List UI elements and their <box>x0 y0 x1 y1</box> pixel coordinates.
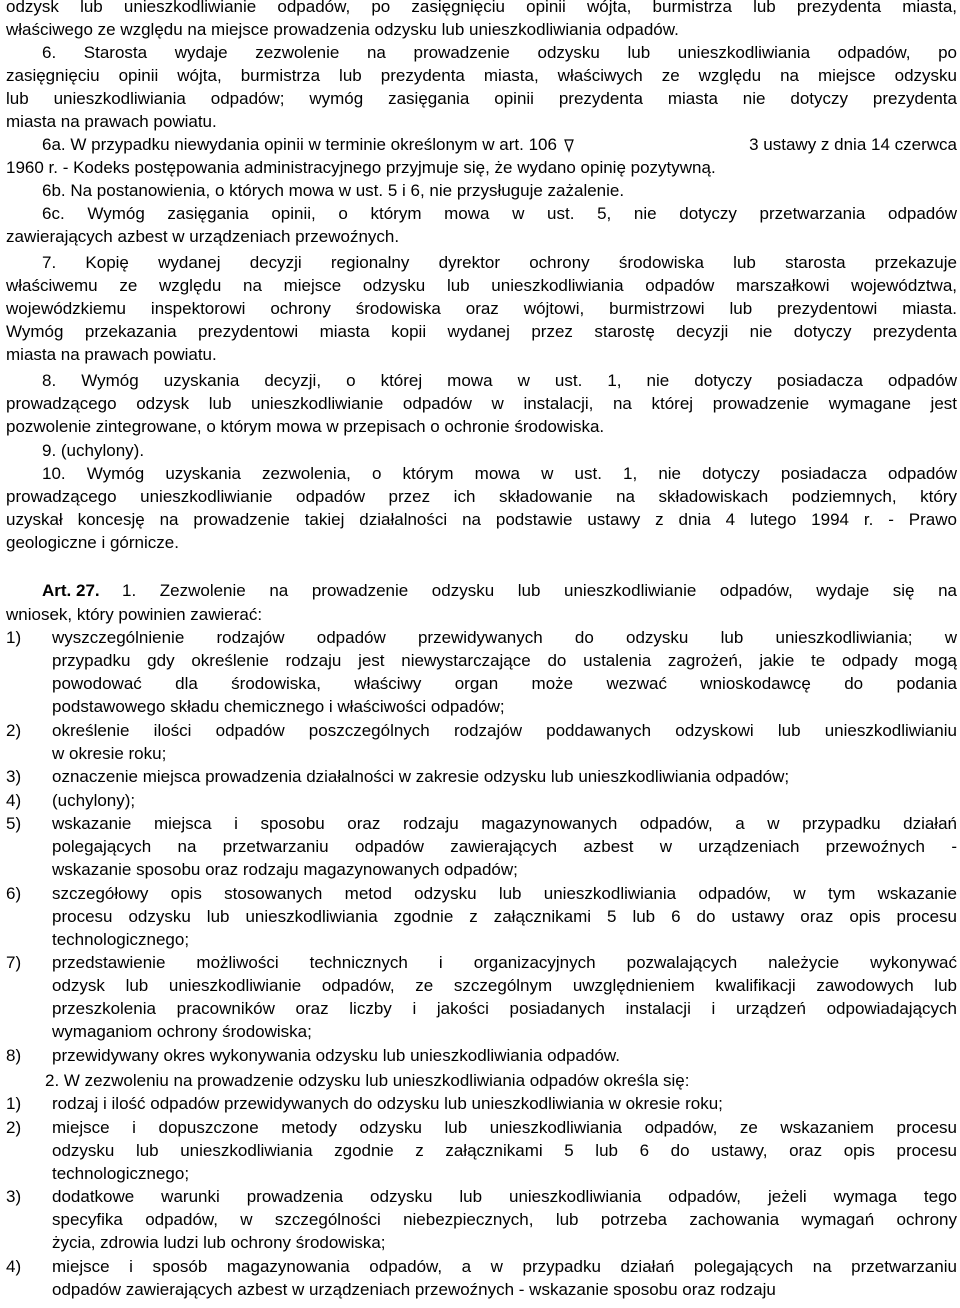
list-item-line: przewidywany okres wykonywania odzysku lub unieszkodliwiania odpadów. <box>52 1045 620 1065</box>
list-item-line: rodzaj i ilość odpadów przewidywanych do odzysku lub unieszkodliwiania w okresie roku; <box>52 1094 723 1113</box>
article-number: Art. 27. <box>42 581 100 600</box>
paragraph-10-line: uzyskał koncesję na prowadzenie takiej działalności na podstawie ustawy z dnia 4 lutego 1994 r. - Prawo <box>6 510 957 529</box>
list-item-line: dodatkowe warunki prowadzenia odzysku lub unieszkodliwiania odpadów, jeżeli wymaga tego <box>52 1187 957 1206</box>
paragraph-6-line: zasięgnięciu opinii wójta, burmistrza lub prezydenta miasta, właściwych ze względu na miejsce odzysku <box>6 66 957 85</box>
list-item-line: specyfika odpadów, w szczególności niebezpiecznych, lub potrzeba zachowania wymagań ochrony <box>52 1210 957 1229</box>
paragraph-8-line: prowadzącego odzysk lub unieszkodliwianie odpadów w instalacji, na której prowadzenie wymagane jest <box>6 394 957 413</box>
list-item-line: polegających na przetwarzaniu odpadów zawierających azbest w urządzeniach przewoźnych - <box>52 837 957 856</box>
list-item-number: 1) <box>6 1094 22 1113</box>
paragraph-6-line: miasta na prawach powiatu. <box>6 112 217 131</box>
paragraph-6a-part: 6a. W przypadku niewydania opinii w terminie określonym w art. 106 <box>42 135 557 154</box>
list-item-number: 2) <box>6 720 22 740</box>
list-item-number: 1) <box>6 628 22 647</box>
list-item-line: szczegółowy opis stosowanych metod odzysku lub unieszkodliwiania odpadów, w tym wskazanie <box>52 883 957 903</box>
list-item-line: odzysk lub unieszkodliwianie odpadów, ze szczególnym uwzględnieniem kwalifikacji zawodowych lub <box>52 976 957 995</box>
paragraph-7-line: wojewódzkiemu inspektorowi ochrony środowiska oraz wójtowi, burmistrzowi lub prezydentowi miasta. <box>6 299 957 318</box>
list-item-line: miejsce i sposób magazynowania odpadów, a w przypadku działań polegających na przetwarzaniu <box>52 1256 957 1276</box>
list-item-line: powodować dla środowiska, właściwy organ może wezwać wnioskodawcę do podania <box>52 674 957 693</box>
list-item-line: podstawowego składu chemicznego i właściwości odpadów; <box>52 697 505 716</box>
list-item-line: określenie ilości odpadów poszczególnych rodzajów poddawanych odzyskowi lub unieszkodliwianiu <box>52 720 957 740</box>
list-item-line: (uchylony); <box>52 790 136 810</box>
list-item-line: w okresie roku; <box>52 743 167 763</box>
paragraph-8-line: 8. Wymóg uzyskania decyzji, o której mowa w ust. 1, nie dotyczy posiadacza odpadów <box>42 371 957 390</box>
paragraph-6a-line <box>42 135 642 155</box>
list-item-line: procesu odzysku lub unieszkodliwiania zgodnie z załącznikami 5 lub 6 do ustawy oraz opis procesu <box>52 906 957 926</box>
list-item-line: odpadów zawierających azbest w urządzeniach przewoźnych - wskazanie sposobu oraz rodzaju <box>52 1279 776 1299</box>
paragraph-6c-line: 6c. Wymóg zasięgania opinii, o którym mowa w ust. 5, nie dotyczy przetwarzania odpadów <box>42 204 957 223</box>
list-item-line: wyszczególnienie rodzajów odpadów przewidywanych do odzysku lub unieszkodliwiania; w <box>52 628 957 647</box>
paragraph-7-line: Wymóg przekazania prezydentowi miasta kopii wydanej przez starostę decyzji nie dotyczy prezydenta <box>6 322 957 341</box>
paragraph-6b-line: 6b. Na postanowienia, o których mowa w ust. 5 i 6, nie przysługuje zażalenie. <box>42 181 625 200</box>
paragraph-9-line: 9. (uchylony). <box>42 441 145 460</box>
list-item-line: technologicznego; <box>52 929 190 949</box>
list-item-line: przedstawienie możliwości technicznych i organizacyjnych pozwalających należycie wykonywać <box>52 953 957 972</box>
list-item-number: 2) <box>6 1117 22 1137</box>
paragraph-8-line: pozwolenie zintegrowane, o którym mowa w przepisach o ochronie środowiska. <box>6 417 605 436</box>
text-line: odzysk lub unieszkodliwianie odpadów, po zasięgnięciu opinii wójta, burmistrza lub prezydenta miasta, <box>6 0 957 16</box>
list-item-line: oznaczenie miejsca prowadzenia działalności w zakresie odzysku lub unieszkodliwiania odpadów; <box>52 767 790 786</box>
list-item-line: wskazanie sposobu oraz rodzaju magazynowanych odpadów; <box>52 860 518 879</box>
paragraph-7-line: właściwemu ze względu na miejsce odzysku lub unieszkodliwiania odpadów marszałkowi województwa, <box>6 276 957 295</box>
list-item-number: 3) <box>6 1187 22 1206</box>
paragraph-10-line: geologiczne i górnicze. <box>6 533 179 552</box>
paragraph-6-line: lub unieszkodliwiania odpadów; wymóg zasięgania opinii prezydenta miasta nie dotyczy prezydenta <box>6 89 957 108</box>
list-item-number: 4) <box>6 1256 22 1276</box>
list-item-number: 5) <box>6 814 22 833</box>
paragraph-7-line: 7. Kopię wydanej decyzji regionalny dyrektor ochrony środowiska lub starosta przekazuje <box>42 253 957 272</box>
article-paragraph-2-head: 2. W zezwoleniu na prowadzenie odzysku lub unieszkodliwiania odpadów określa się: <box>45 1071 690 1090</box>
paragraph-6-line: 6. Starosta wydaje zezwolenie na prowadzenie odzysku lub unieszkodliwiania odpadów, po <box>42 43 957 62</box>
list-item-line: technologicznego; <box>52 1163 190 1183</box>
list-item-number: 3) <box>6 767 22 786</box>
text-line: właściwego ze względu na miejsce prowadzenia odzysku lub unieszkodliwiania odpadów. <box>6 20 679 39</box>
list-item-number: 4) <box>6 790 22 810</box>
list-item-number: 6) <box>6 883 22 903</box>
paragraph-6a-line: 1960 r. - Kodeks postępowania administracyjnego przyjmuje się, że wydano opinię pozytywną. <box>6 158 716 177</box>
article-label <box>42 581 132 601</box>
paragraph-10-line: 10. Wymóg uzyskania zezwolenia, o którym mowa w ust. 1, nie dotyczy posiadacza odpadów <box>42 464 957 483</box>
list-item-line: wymaganiom ochrony środowiska; <box>52 1022 312 1041</box>
section-sign-icon <box>562 137 576 153</box>
article-line: wniosek, który powinien zawierać: <box>6 605 263 624</box>
list-item-line: życia, zdrowia ludzi lub ochrony środowiska; <box>52 1233 386 1252</box>
paragraph-7-line: miasta na prawach powiatu. <box>6 345 217 364</box>
list-item-line: odzysku lub unieszkodliwiania zgodnie z załącznikami 5 lub 6 do ustawy, oraz opis procesu <box>52 1140 957 1160</box>
list-item-line: przeszkolenia pracowników oraz liczby i jakości posiadanych instalacji i urządzeń odpowiadających <box>52 999 957 1018</box>
paragraph-6c-line: zawierających azbest w urządzeniach przewoźnych. <box>6 227 400 246</box>
list-item-line: wskazanie miejsca i sposobu oraz rodzaju magazynowanych odpadów, a w przypadku działań <box>52 814 957 833</box>
list-item-line: przypadku gdy określenie rodzaju jest niewystarczające do ustalenia zagrożeń, jakie te odpady mogą <box>52 651 957 670</box>
list-item-line: miejsce i dopuszczone metody odzysku lub unieszkodliwiania odpadów, ze wskazaniem procesu <box>52 1117 957 1137</box>
list-item-number: 7) <box>6 953 22 972</box>
paragraph-6a-part: 3 ustawy z dnia 14 czerwca <box>749 135 957 154</box>
paragraph-10-line: prowadzącego unieszkodliwianie odpadów przez ich składowanie na składowiskach podziemnych, który <box>6 487 957 506</box>
article-line: 1. Zezwolenie na prowadzenie odzysku lub unieszkodliwianie odpadów, wydaje się na <box>122 581 957 600</box>
list-item-number: 8) <box>6 1045 22 1065</box>
